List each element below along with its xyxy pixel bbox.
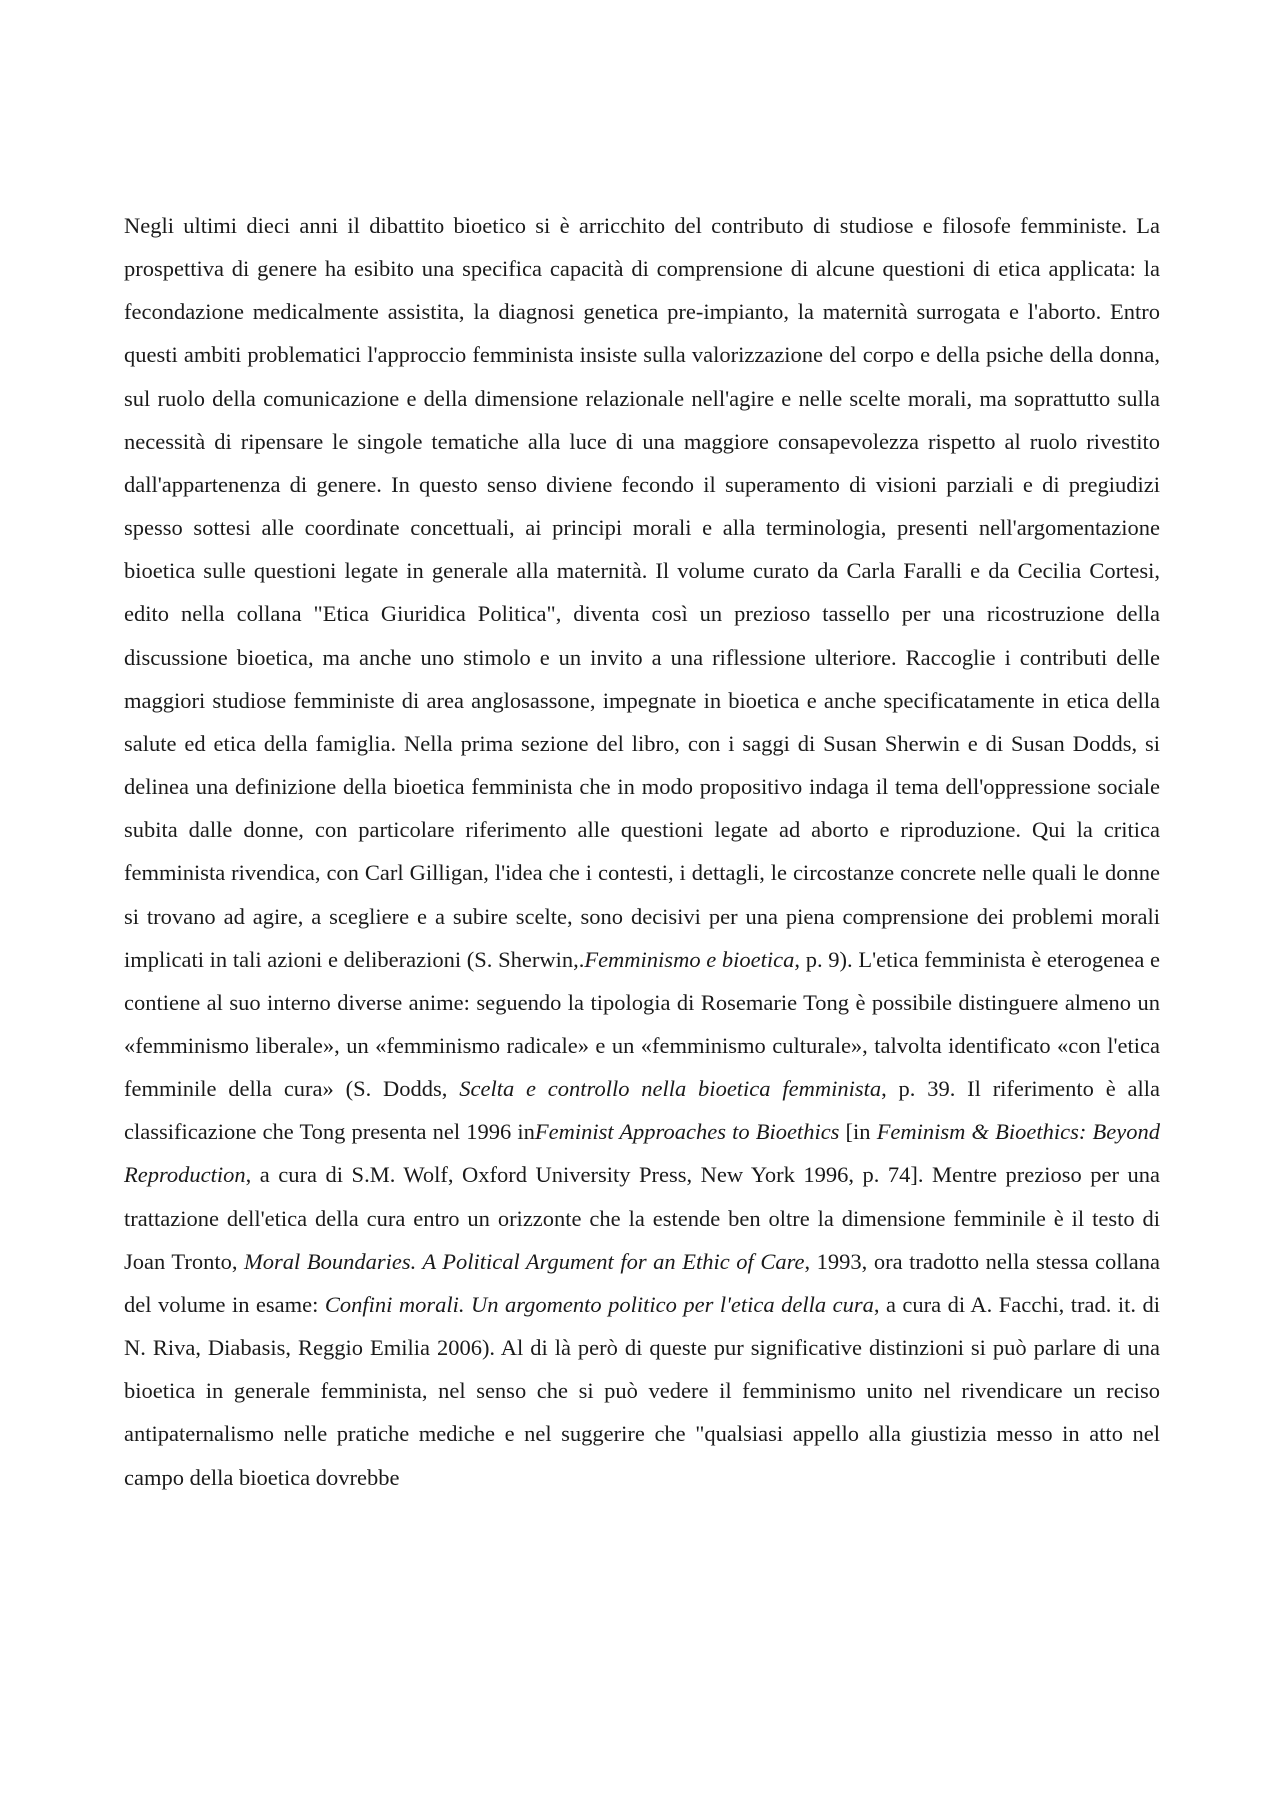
- text-segment: , p. 39. Il riferimento è alla classificazione che Tong presenta nel 1996 in: [124, 1076, 1160, 1145]
- text-segment: , a cura di A. Facchi, trad. it. di N. Riva, Diabasis, Reggio Emilia 2006). Al di là però di queste pur significative distinzioni si può parlare di una bioetica in generale femminista, nel senso che si può vedere il femminismo unito nel rivendicare un reciso antipaternalismo nelle pratiche mediche e nel suggerire che "qualsiasi appello alla giustizia messo in atto nel campo della bioetica dovrebbe: [124, 1291, 1160, 1490]
- text-segment: , 1993, ora tradotto nella stessa collana del volume in esame:: [124, 1248, 1160, 1317]
- italic-title: Femminismo e bioetica: [584, 946, 795, 972]
- italic-title: Moral Boundaries. A Political Argument for an Ethic of Care: [244, 1248, 805, 1274]
- text-segment: , p. 9). L'etica femminista è eterogenea e contiene al suo interno diverse anime: seguendo la tipologia di Rosemarie Tong è possibile distinguere almeno un «femminismo liberale», un «femminismo radicale» e un «femminismo culturale», talvolta identificato «con l'etica femminile della cura» (S. Dodds,: [124, 946, 1160, 1102]
- italic-title: Confini morali. Un argomento politico per l'etica della cura: [324, 1291, 874, 1317]
- italic-title: Feminist Approaches to Bioethics: [534, 1119, 840, 1145]
- body-paragraph: [124, 204, 1160, 1499]
- text-segment: Negli ultimi dieci anni il dibattito bioetico si è arricchito del contributo di studiose e filosofe femministe. La prospettiva di genere ha esibito una specifica capacità di comprensione di alcune questioni di etica applicata: la fecondazione medicalmente assistita, la diagnosi genetica pre-impianto, la maternità surrogata e l'aborto. Entro questi ambiti problematici l'approccio femminista insiste sulla valorizzazione del corpo e della psiche della donna, sul ruolo della comunicazione e della dimensione relazionale nell'agire e nelle scelte morali, ma soprattutto sulla necessità di ripensare le singole tematiche alla luce di una maggiore consapevolezza rispetto al ruolo rivestito dall'appartenenza di genere. In questo senso diviene fecondo il superamento di visioni parziali e di pregiudizi spesso sottesi alle coordinate concettuali, ai principi morali e alla terminologia, presenti nell'argomentazione bioetica sulle questioni legate in generale alla maternità. Il volume curato da Carla Faralli e da Cecilia Cortesi, edito nella collana "Etica Giuridica Politica", diventa così un prezioso tassello per una ricostruzione della discussione bioetica, ma anche uno stimolo e un invito a una riflessione ulteriore. Raccoglie i contributi delle maggiori studiose femministe di area anglosassone, impegnate in bioetica e anche specificatamente in etica della salute ed etica della famiglia. Nella prima sezione del libro, con i saggi di Susan Sherwin e di Susan Dodds, si delinea una definizione della bioetica femminista che in modo propositivo indaga il tema dell'oppressione sociale subita dalle donne, con particolare riferimento alle questioni legate ad aborto e riproduzione. Qui la critica femminista rivendica, con Carl Gilligan, l'idea che i contesti, i dettagli, le circostanze concrete nelle quali le donne si trovano ad agire, a scegliere e a subire scelte, sono decisivi per una piena comprensione dei problemi morali implicati in tali azioni e deliberazioni (S. Sherwin,.: [124, 213, 1160, 972]
- italic-title: Scelta e controllo nella bioetica femminista: [459, 1076, 882, 1102]
- italic-title: Feminism & Bioethics: Beyond Reproduction: [124, 1119, 1160, 1188]
- text-segment: , a cura di S.M. Wolf, Oxford University Press, New York 1996, p. 74]. Mentre prezioso per una trattazione dell'etica della cura entro un orizzonte che la estende ben oltre la dimensione femminile è il testo di Joan Tronto,: [124, 1162, 1160, 1274]
- text-segment: [in: [839, 1119, 877, 1145]
